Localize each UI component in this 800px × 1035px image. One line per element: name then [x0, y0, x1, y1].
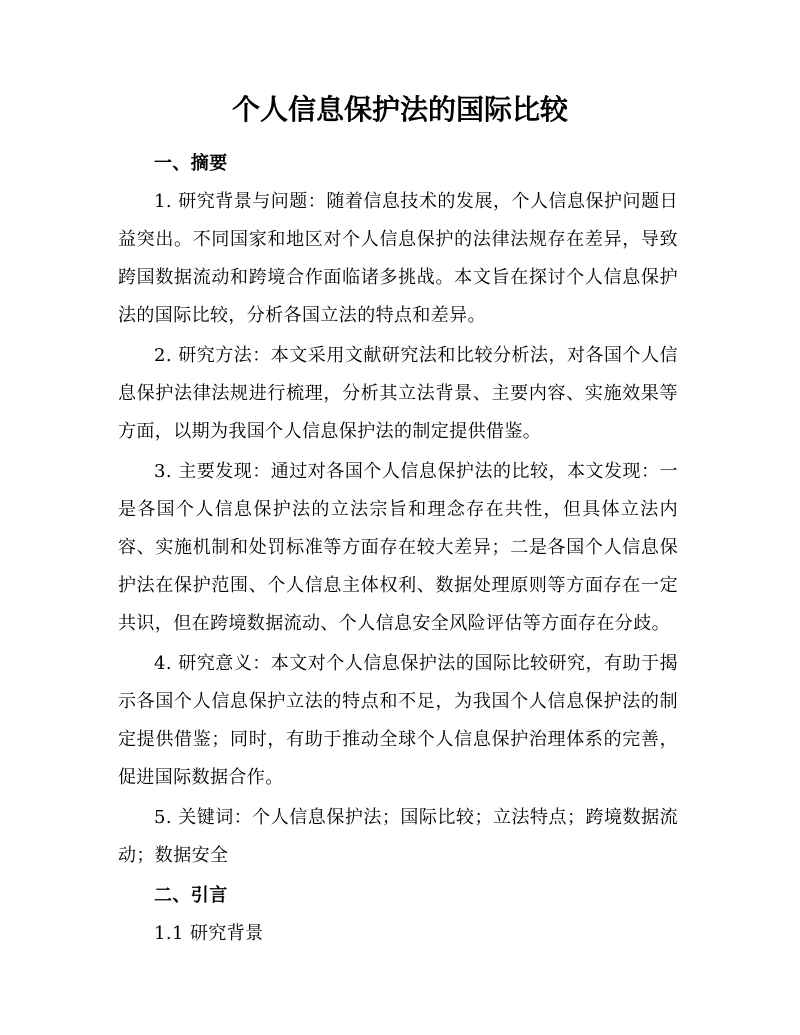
- document-title: 个人信息保护法的国际比较: [231, 93, 568, 126]
- abstract-paragraph-keywords: 5. 关键词：个人信息保护法；国际比较；立法特点；跨境数据流动；数据安全: [118, 807, 678, 866]
- abstract-paragraph-significance: 4. 研究意义：本文对个人信息保护法的国际比较研究，有助于揭示各国个人信息保护立法的特点和不足，为我国个人信息保护法的制定提供借鉴；同时，有助于推动全球个人信息保护治理体系的完善，促进国际数据合作。: [118, 653, 678, 788]
- subsection-heading-research-background: 1.1 研究背景: [154, 923, 264, 944]
- abstract-paragraph-methods: 2. 研究方法：本文采用文献研究法和比较分析法，对各国个人信息保护法律法规进行梳理，分析其立法背景、主要内容、实施效果等方面，以期为我国个人信息保护法的制定提供借鉴。: [118, 345, 678, 442]
- section-heading-abstract: 一、摘要: [154, 153, 228, 174]
- abstract-paragraph-findings: 3. 主要发现：通过对各国个人信息保护法的比较，本文发现：一是各国个人信息保护法的立法宗旨和理念存在共性，但具体立法内容、实施机制和处罚标准等方面存在较大差异；二是各国个人信息保护法在保护范围、个人信息主体权利、数据处理原则等方面存在一定共识，但在跨境数据流动、个人信息安全风险评估等方面存在分歧。: [118, 461, 678, 634]
- section-heading-introduction: 二、引言: [154, 885, 228, 906]
- abstract-paragraph-background: 1. 研究背景与问题：随着信息技术的发展，个人信息保护问题日益突出。不同国家和地区对个人信息保护的法律法规存在差异，导致跨国数据流动和跨境合作面临诸多挑战。本文旨在探讨个人信息保护法的国际比较，分析各国立法的特点和差异。: [118, 191, 678, 326]
- document-body: [118, 145, 678, 953]
